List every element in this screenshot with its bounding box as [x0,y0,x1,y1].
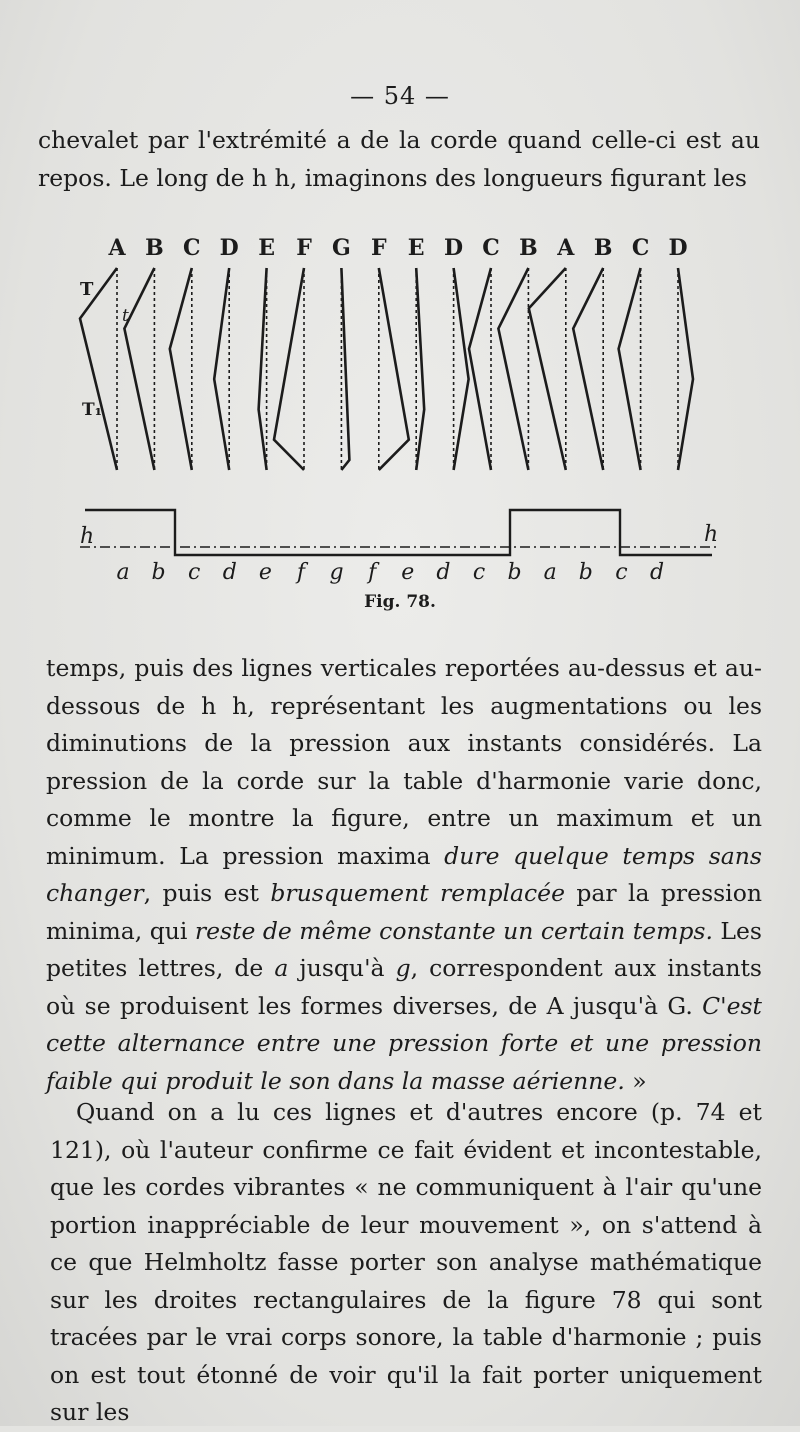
baseline-label-left: h [80,524,95,549]
upper-label-d: D [444,235,464,261]
lower-label-e: e [258,560,272,585]
lower-label-a: a [116,560,130,585]
lower-label-c: c [188,560,201,585]
pressure-square-wave [85,510,712,555]
string-shape-11 [498,268,528,470]
lower-label-f: f [296,560,306,585]
lower-labels [116,560,664,585]
lower-label-c: c [472,560,486,585]
string-shape-7 [379,268,409,470]
string-shape-15 [678,268,693,470]
lower-label-b: b [507,560,522,585]
paragraph-middle-text-1: temps, puis des lignes verticales reportées au-dessus et au-dessous de h h, représentant les augmentations ou les diminutions de la pression aux instants considérés. La pression de la corde sur la table d'harmonie varie donc, comme le montre la figure, entre un maximum et un minimum. La pression maxima [46,654,762,870]
upper-labels [107,235,687,261]
string-shape-6 [341,268,349,470]
upper-label-a: A [108,235,126,261]
string-shape-3 [214,268,229,470]
paragraph-middle-emph-6: C'est cette alternance entre une pression forte et une pression faible qui produit le son dans la masse aérienne. [46,991,762,1095]
lower-label-f: f [368,560,377,585]
upper-label-g: G [332,235,351,261]
upper-label-b: B [593,235,613,261]
paragraph-bottom [50,1094,762,1432]
lower-label-g: g [329,560,344,585]
upper-label-c: C [183,235,201,261]
upper-label-e: E [258,235,275,261]
paragraph-middle-text-6: , correspondent aux instants où se produisent les formes diverses, de A jusqu'à G. [46,954,762,1020]
paragraph-middle-emph-5: g [395,954,411,982]
upper-label-d: D [219,235,239,261]
upper-label-f: F [296,235,312,261]
paragraph-middle-text-4: Les petites lettres, de [46,916,762,982]
string-shape-1 [124,268,154,470]
paragraph-middle-text-5: jusqu'à [288,954,396,982]
figure-caption: Fig. 78. [364,592,436,612]
baseline-label-right: h [704,522,719,547]
upper-label-c: C [631,235,650,261]
page-number: — 54 — [350,82,450,110]
marker-t1: T₁ [82,400,103,420]
lower-label-c: c [615,560,628,585]
upper-label-b: B [145,235,164,261]
upper-label-a: A [557,235,575,261]
lower-label-b: b [578,560,593,585]
paragraph-middle-text-7: » [624,1066,647,1095]
upper-label-c: C [482,235,500,261]
string-shape-8 [416,268,424,470]
string-shape-2 [170,268,192,470]
lower-label-d: d [649,560,665,585]
lower-label-a: a [543,560,557,585]
marker-t-small: t [122,306,129,326]
paragraph-middle-emph-1: dure quelque temps sans changer [46,841,762,907]
string-shape-9 [454,268,469,470]
upper-label-f: F [370,235,387,261]
lower-label-d: d [436,560,451,585]
paragraph-middle [46,650,762,1100]
string-shape-12 [529,268,566,470]
string-shape-13 [573,268,603,470]
string-shape-4 [259,268,267,470]
paragraph-top [38,122,760,197]
paragraph-middle-text-3: par la pression minima, qui [46,879,762,945]
string-shape-5 [274,268,304,470]
lower-label-d: d [222,560,237,585]
figure-78 [0,225,800,625]
string-shape-14 [619,268,641,470]
upper-label-b: B [519,235,538,261]
paragraph-middle-emph-2: brusquement remplacée [270,879,565,907]
figure-78-drawing [0,225,800,595]
paragraph-middle-emph-3: reste de même constante un certain temps. [194,916,713,945]
string-shapes [80,268,693,470]
paragraph-top-text: chevalet par l'extrémité a de la corde quand celle-ci est au repos. Le long de h h, imaginons des longueurs figurant les [38,126,760,192]
paragraph-bottom-text: Quand on a lu ces lignes et d'autres encore (p. 74 et 121), où l'auteur confirme ce fait évident et incontestable, que les cordes vibrantes « ne communiquent à l'air qu'une portion inappréciable de leur mouvement », on s'attend à ce que Helmholtz fasse porter son analyse mathématique sur les droites rectangulaires de la figure 78 qui sont tracées par le vrai corps sonore, la table d'harmonie ; puis on est tout étonné de voir qu'il la fait porter uniquement sur les [50,1098,762,1426]
paragraph-middle-text-2: , puis est [143,879,271,907]
lower-label-e: e [401,560,415,585]
string-shape-10 [469,268,491,470]
paragraph-middle-emph-4: a [274,954,289,982]
lower-label-b: b [151,560,166,585]
upper-label-e: E [407,235,425,261]
pressure-waveform [80,510,718,555]
upper-label-d: D [668,235,688,261]
marker-t: T [80,279,94,300]
